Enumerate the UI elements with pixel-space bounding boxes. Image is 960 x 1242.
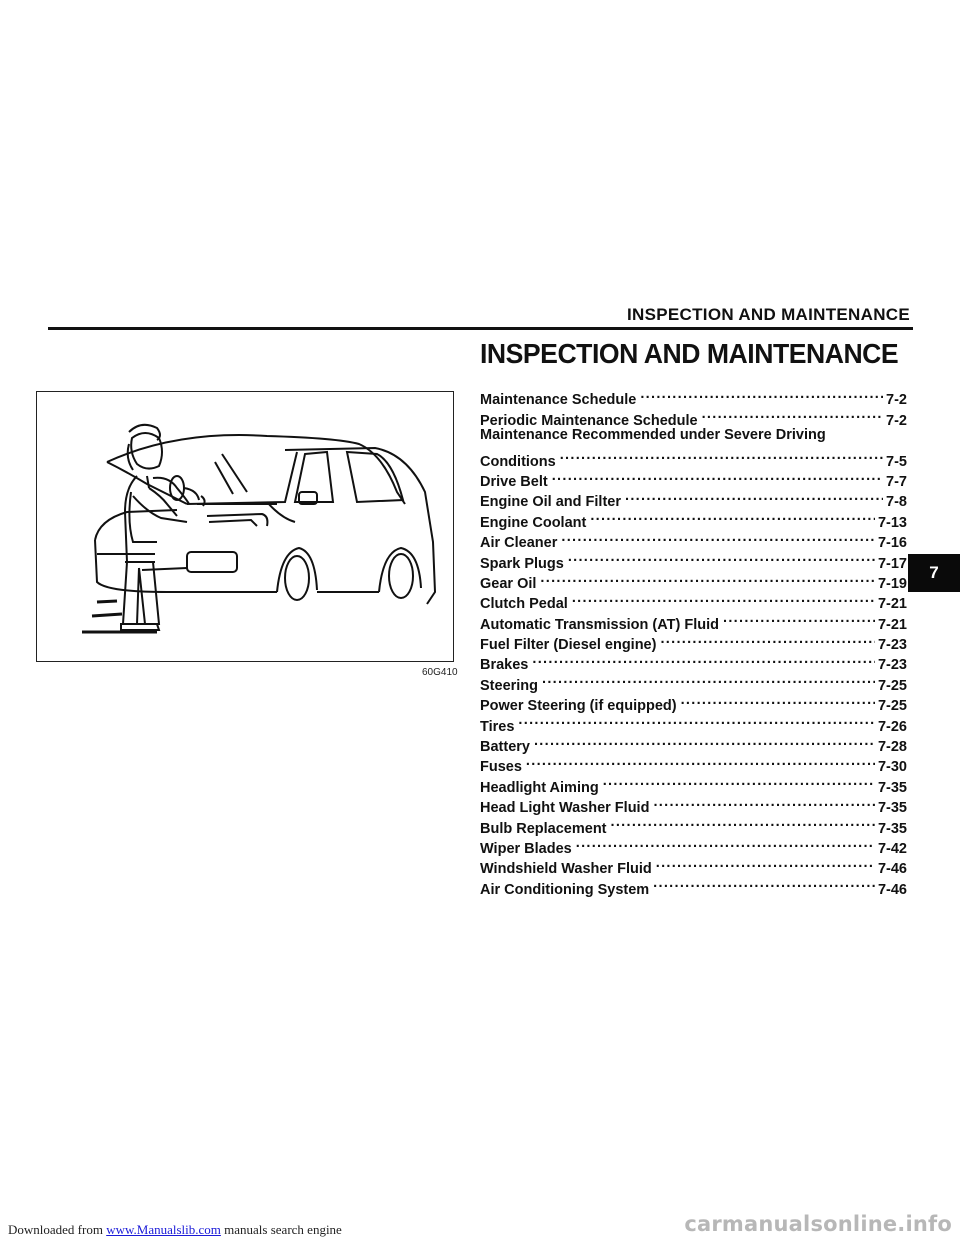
toc-label: Headlight Aiming bbox=[480, 779, 599, 796]
toc-page-number: 7-23 bbox=[877, 637, 907, 654]
toc-label: Battery bbox=[480, 739, 530, 756]
toc-leader-dots bbox=[640, 384, 883, 404]
toc-leader-dots bbox=[625, 486, 883, 506]
toc-label: Engine Oil and Filter bbox=[480, 494, 621, 511]
toc-label: Conditions bbox=[480, 453, 556, 470]
section-title: INSPECTION AND MAINTENANCE bbox=[480, 338, 899, 369]
toc-entry bbox=[480, 649, 907, 674]
toc-entry bbox=[480, 588, 907, 613]
toc-page-number: 7-2 bbox=[886, 412, 907, 429]
toc-label: Gear Oil bbox=[480, 575, 537, 592]
toc-leader-dots bbox=[534, 731, 875, 751]
toc-leader-dots bbox=[702, 404, 883, 424]
toc-leader-dots bbox=[552, 466, 883, 486]
toc-leader-dots bbox=[660, 629, 875, 649]
toc-page-number: 7-28 bbox=[877, 739, 907, 756]
toc-label: Windshield Washer Fluid bbox=[480, 861, 652, 878]
toc-label: Periodic Maintenance Schedule bbox=[480, 412, 698, 429]
toc-entry bbox=[480, 425, 907, 445]
toc-leader-dots bbox=[603, 771, 875, 791]
toc-page-number: 7-25 bbox=[877, 698, 907, 715]
toc-leader-dots bbox=[576, 833, 875, 853]
toc-leader-dots bbox=[723, 608, 875, 628]
toc-label: Engine Coolant bbox=[480, 514, 587, 531]
toc-entry bbox=[480, 669, 907, 694]
toc-page-number: 7-46 bbox=[877, 881, 907, 898]
toc-label: Spark Plugs bbox=[480, 555, 564, 572]
toc-page-number: 7-35 bbox=[877, 820, 907, 837]
toc-leader-dots bbox=[681, 690, 875, 710]
watermark: carmanualsonline.info bbox=[684, 1212, 952, 1236]
toc-leader-dots bbox=[560, 445, 883, 465]
toc-label: Bulb Replacement bbox=[480, 820, 607, 837]
toc-page-number: 7-46 bbox=[877, 861, 907, 878]
section-tab-marker: 7 bbox=[908, 554, 960, 592]
toc-entry bbox=[480, 690, 907, 715]
toc-page-number: 7-17 bbox=[877, 555, 907, 572]
manualslib-link[interactable]: www.Manualslib.com bbox=[106, 1222, 221, 1237]
toc-entry bbox=[480, 710, 907, 735]
toc-page-number: 7-8 bbox=[886, 494, 907, 511]
toc-page-number: 7-19 bbox=[877, 575, 907, 592]
toc-label: Air Cleaner bbox=[480, 535, 558, 552]
toc-page-number: 7-16 bbox=[877, 535, 907, 552]
footer-prefix: Downloaded from bbox=[8, 1222, 107, 1237]
toc-label: Clutch Pedal bbox=[480, 596, 568, 613]
toc-label: Drive Belt bbox=[480, 473, 548, 490]
toc-page-number: 7-26 bbox=[877, 718, 907, 735]
toc-page-number: 7-13 bbox=[877, 514, 907, 531]
toc-page-number: 7-7 bbox=[886, 473, 907, 490]
toc-entry bbox=[480, 384, 907, 409]
toc-label: Automatic Transmission (AT) Fluid bbox=[480, 616, 719, 633]
toc-leader-dots bbox=[653, 873, 875, 893]
toc-leader-dots bbox=[526, 751, 875, 771]
toc-entry bbox=[480, 568, 907, 592]
toc-entry bbox=[480, 731, 907, 756]
figure-id: 60G410 bbox=[422, 667, 458, 678]
toc-leader-dots bbox=[518, 710, 875, 730]
toc-label: Tires bbox=[480, 718, 515, 735]
footer-suffix: manuals search engine bbox=[220, 1222, 342, 1237]
toc-leader-dots bbox=[568, 547, 875, 567]
toc-label: Maintenance Recommended under Severe Driving bbox=[480, 426, 826, 443]
toc-leader-dots bbox=[590, 506, 875, 526]
toc-label: Power Steering (if equipped) bbox=[480, 698, 677, 715]
toc-page-number: 7-5 bbox=[886, 453, 907, 470]
toc-page-number: 7-25 bbox=[877, 677, 907, 694]
toc-leader-dots bbox=[561, 527, 875, 547]
header-rule bbox=[48, 327, 913, 330]
toc-leader-dots bbox=[572, 588, 875, 608]
toc-page-number: 7-21 bbox=[877, 596, 907, 613]
toc-page-number: 7-35 bbox=[877, 779, 907, 796]
toc-label: Brakes bbox=[480, 657, 529, 674]
toc-page-number: 7-35 bbox=[877, 800, 907, 817]
toc-label: Head Light Washer Fluid bbox=[480, 800, 650, 817]
toc-leader-dots bbox=[653, 792, 875, 812]
toc-entry bbox=[480, 445, 907, 470]
toc-label: Fuel Filter (Diesel engine) bbox=[480, 637, 657, 654]
toc-label: Fuses bbox=[480, 759, 522, 776]
toc-leader-dots bbox=[542, 669, 875, 689]
person-checking-engine-illustration bbox=[37, 392, 455, 663]
illustration-frame bbox=[36, 391, 454, 662]
toc-label: Maintenance Schedule bbox=[480, 392, 637, 409]
toc-leader-dots bbox=[611, 812, 875, 832]
toc-leader-dots bbox=[532, 649, 875, 669]
toc-page-number: 7-42 bbox=[877, 840, 907, 857]
toc-label: Air Conditioning System bbox=[480, 881, 650, 898]
toc-leader-dots bbox=[656, 853, 875, 873]
toc-label: Wiper Blades bbox=[480, 840, 572, 857]
toc-page-number: 7-30 bbox=[877, 759, 907, 776]
toc-entry bbox=[480, 751, 907, 776]
toc-page-number: 7-23 bbox=[877, 657, 907, 674]
toc-entry bbox=[480, 771, 907, 796]
toc-line bbox=[480, 425, 907, 445]
download-footer bbox=[8, 1222, 342, 1238]
toc-leader-dots bbox=[540, 568, 875, 588]
toc-label: Steering bbox=[480, 677, 539, 694]
toc-page-number: 7-21 bbox=[877, 616, 907, 633]
toc-page-number: 7-2 bbox=[886, 392, 907, 409]
running-header-title: INSPECTION AND MAINTENANCE bbox=[627, 305, 910, 324]
table-of-contents bbox=[480, 384, 907, 898]
